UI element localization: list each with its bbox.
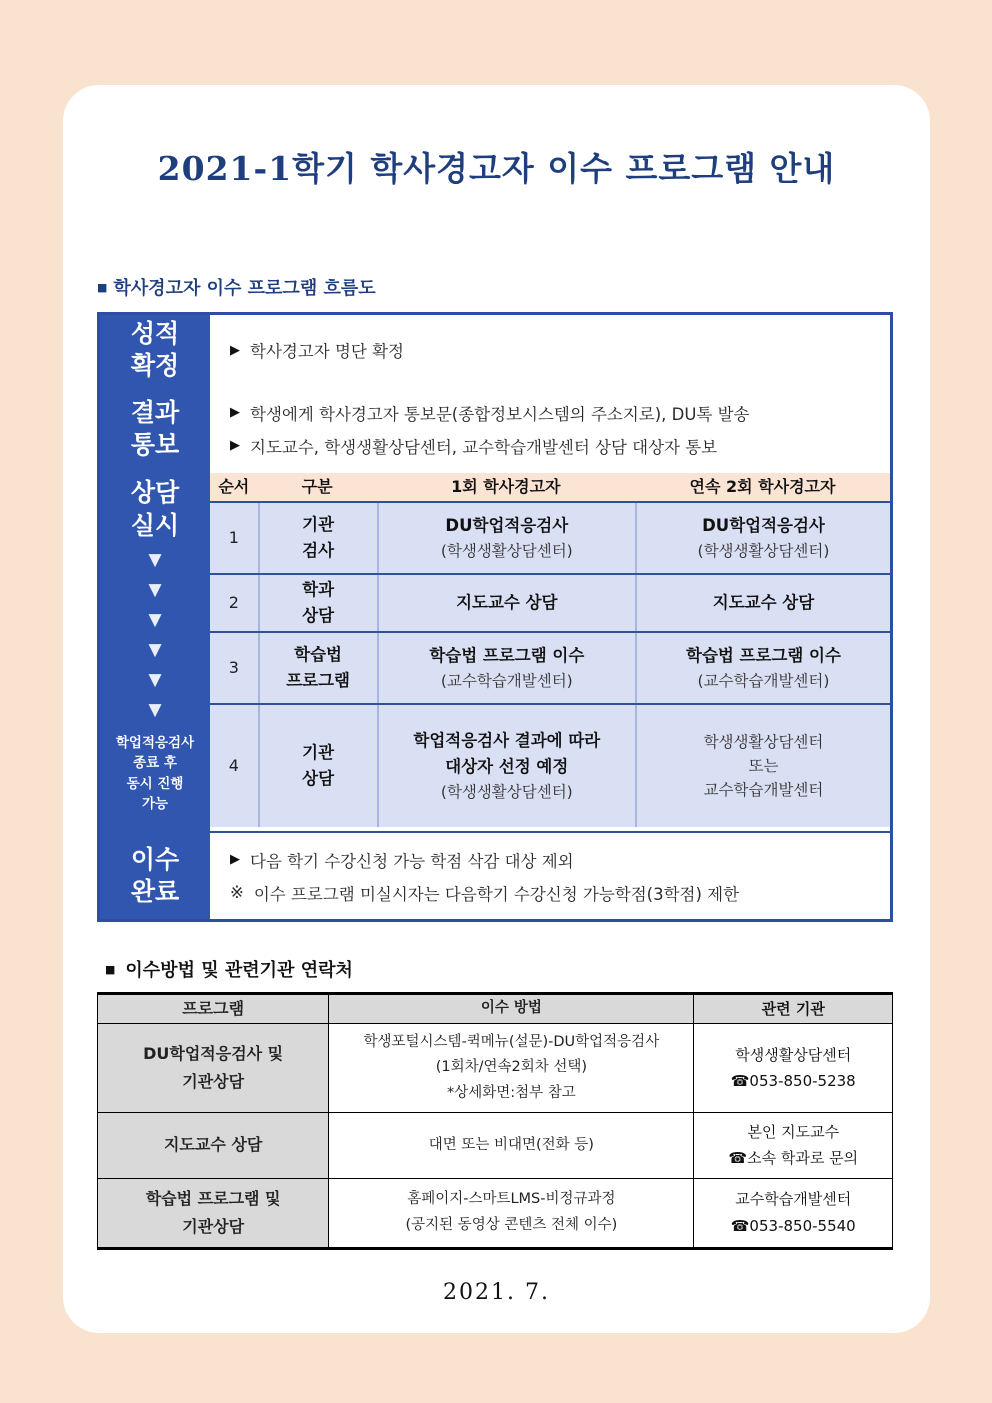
square-bullet-icon: ■ — [105, 962, 116, 976]
header-category: 구분 — [301, 476, 333, 496]
contact-section-heading — [97, 956, 893, 982]
sidebar-step-complete-line1: 이수 — [130, 844, 180, 874]
row3-first-sub: (교수학습개발센터) — [440, 671, 573, 690]
row3-category-line1: 학습법 — [294, 645, 342, 665]
triangle-bullet-icon: ▶ — [230, 405, 240, 420]
row4-first-main2: 대상자 선정 예정 — [445, 756, 569, 776]
row2-category-line2: 상담 — [302, 606, 335, 625]
table-row — [210, 631, 890, 703]
row2-no: 2 — [228, 592, 239, 612]
sidebar-step-grade-label — [131, 318, 179, 383]
sidebar-step-grade — [100, 315, 210, 385]
complete-bullet — [230, 848, 890, 872]
row2-second — [635, 575, 890, 631]
row3-second-main: 학습법 프로그램 이수 — [686, 646, 841, 666]
row1-first-sub: (학생생활상담센터) — [440, 541, 573, 560]
contact-section-heading-text: 이수방법 및 관련기관 연락처 — [125, 960, 353, 981]
contact-row3-method: 홈페이지-스마트LMS-비정규과정 (공지된 동영상 콘텐츠 전체 이수) — [328, 1179, 693, 1247]
row3-category — [258, 633, 377, 703]
row2-second-main: 지도교수 상담 — [712, 593, 815, 613]
document-card — [63, 85, 930, 1333]
down-arrow-icon: ▼ — [148, 670, 162, 690]
table-row — [210, 573, 890, 631]
complete-note — [230, 881, 890, 905]
row4-second — [635, 705, 890, 827]
contact-header-program: 프로그램 — [98, 995, 328, 1023]
triangle-bullet-icon: ▶ — [230, 852, 240, 867]
contact-header-method: 이수 방법 — [328, 995, 693, 1023]
row3-category-line2: 프로그램 — [286, 671, 350, 690]
row3-no: 3 — [228, 657, 239, 677]
counsel-table — [210, 473, 890, 833]
reference-mark-icon: ※ — [230, 883, 244, 902]
flow-row-grade — [210, 315, 890, 385]
row1-no: 1 — [228, 527, 239, 547]
row4-second-line3: 교수학습개발센터 — [703, 781, 824, 799]
square-bullet-icon: ■ — [97, 280, 108, 294]
flowchart — [97, 312, 893, 922]
row1-category — [258, 503, 377, 573]
row4-category-line2: 상담 — [302, 769, 335, 788]
row1-first — [377, 503, 635, 573]
sidebar-counsel-note-line3: 동시 진행 — [126, 775, 184, 792]
contact-row1-program: DU학업적응검사 및 기관상담 — [98, 1024, 328, 1112]
flow-row-complete — [210, 833, 890, 919]
row4-category — [258, 705, 377, 827]
row4-category-line1: 기관 — [302, 743, 335, 763]
contact-row2-program: 지도교수 상담 — [98, 1113, 328, 1178]
notify-bullet-2-text: 지도교수, 학생생활상담센터, 교수학습개발센터 상담 대상자 통보 — [250, 437, 718, 457]
table-row — [98, 1023, 892, 1112]
sidebar-step-notify-label — [131, 397, 179, 462]
flow-arrows — [148, 552, 161, 719]
row3-first — [377, 633, 635, 703]
sidebar-step-grade-line2: 확정 — [130, 351, 180, 380]
contact-row3-org: 교수학습개발센터 ☎053-850-5540 — [693, 1179, 892, 1247]
contact-row1-method: 학생포털시스템-퀵메뉴(설문)-DU학업적응검사 (1회차/연속2회차 선택) *상세화면:첨부 참고 — [328, 1024, 693, 1112]
row4-second-line1: 학생생활상담센터 — [703, 732, 824, 751]
sidebar-step-grade-line1: 성적 — [130, 318, 180, 348]
document-date: 2021. 7. — [443, 1279, 550, 1305]
page-title: 2021-1학기 학사경고자 이수 프로그램 안내 — [157, 149, 836, 188]
header-order: 순서 — [218, 476, 250, 496]
row2-first-main: 지도교수 상담 — [456, 593, 558, 613]
sidebar-step-complete-line2: 완료 — [130, 877, 180, 906]
sidebar-counsel-note — [116, 733, 194, 814]
row3-first-main: 학습법 프로그램 이수 — [429, 646, 585, 666]
grade-bullet — [230, 338, 890, 362]
down-arrow-icon: ▼ — [148, 640, 162, 660]
down-arrow-icon: ▼ — [148, 610, 162, 630]
header-second-warning: 연속 2회 학사경고자 — [689, 476, 836, 496]
sidebar-step-counsel — [100, 473, 210, 833]
down-arrow-icon: ▼ — [148, 550, 162, 570]
sidebar-step-notify-line2: 통보 — [130, 430, 180, 459]
row4-second-line2: 또는 — [748, 756, 779, 775]
down-arrow-icon: ▼ — [148, 580, 162, 600]
flow-section-heading-text: 학사경고자 이수 프로그램 흐름도 — [113, 278, 376, 299]
row4-first-main1: 학업적응검사 결과에 따라 — [413, 731, 601, 751]
table-row — [210, 703, 890, 827]
table-row — [98, 1178, 892, 1247]
header-first-warning: 1회 학사경고자 — [451, 476, 561, 496]
grade-bullet-text: 학사경고자 명단 확정 — [250, 342, 404, 361]
triangle-bullet-icon: ▶ — [230, 438, 240, 453]
complete-bullet-text: 다음 학기 수강신청 가능 학점 삭감 대상 제외 — [250, 851, 574, 871]
sidebar-step-counsel-label — [131, 477, 179, 542]
triangle-bullet-icon: ▶ — [230, 342, 240, 358]
flowchart-content — [210, 315, 890, 919]
row3-second — [635, 633, 890, 703]
notify-bullet-1 — [230, 401, 890, 425]
contact-row2-method: 대면 또는 비대면(전화 등) — [328, 1113, 693, 1178]
sidebar-step-counsel-line2: 실시 — [130, 510, 180, 540]
sidebar-step-complete — [100, 833, 210, 919]
sidebar-step-notify — [100, 385, 210, 473]
row3-second-sub: (교수학습개발센터) — [697, 671, 830, 690]
down-arrow-icon: ▼ — [148, 700, 162, 720]
notify-bullet-2 — [230, 434, 890, 458]
table-row — [210, 503, 890, 573]
flow-section-heading — [97, 274, 893, 300]
sidebar-step-complete-label — [131, 844, 179, 909]
row2-category-line1: 학과 — [302, 580, 335, 600]
row4-no: 4 — [228, 755, 239, 775]
notify-bullet-1-text: 학생에게 학사경고자 통보문(종합정보시스템의 주소지로), DU톡 발송 — [250, 404, 750, 424]
row4-first — [377, 705, 635, 827]
contact-row1-org: 학생생활상담센터 ☎053-850-5238 — [693, 1024, 892, 1112]
contact-row2-org: 본인 지도교수 ☎소속 학과로 문의 — [693, 1113, 892, 1178]
sidebar-counsel-note-line4: 가능 — [141, 795, 169, 812]
row2-first — [377, 575, 635, 631]
row4-first-sub: (학생생활상담센터) — [440, 782, 573, 801]
row1-second — [635, 503, 890, 573]
row2-category — [258, 575, 377, 631]
sidebar-step-counsel-line1: 상담 — [130, 478, 180, 507]
contact-header-org: 관련 기관 — [693, 995, 892, 1023]
table-row — [98, 1112, 892, 1178]
row1-second-main: DU학업적응검사 — [702, 516, 825, 536]
complete-note-text: 이수 프로그램 미실시자는 다음학기 수강신청 가능학점(3학점) 제한 — [253, 884, 740, 904]
row1-second-sub: (학생생활상담센터) — [697, 541, 830, 560]
contact-table-header — [98, 995, 892, 1023]
sidebar-counsel-note-line1: 학업적응검사 — [115, 735, 195, 751]
row1-category-line2: 검사 — [302, 541, 335, 560]
sidebar-step-notify-line1: 결과 — [130, 397, 180, 427]
contact-row3-program: 학습법 프로그램 및 기관상담 — [98, 1179, 328, 1247]
contact-table — [97, 992, 893, 1250]
row1-category-line1: 기관 — [302, 515, 335, 535]
counsel-table-header — [210, 473, 890, 503]
flow-row-notify — [210, 385, 890, 473]
flowchart-sidebar — [100, 315, 210, 919]
row1-first-main: DU학업적응검사 — [445, 516, 569, 536]
sidebar-counsel-note-line2: 종료 후 — [133, 755, 177, 772]
